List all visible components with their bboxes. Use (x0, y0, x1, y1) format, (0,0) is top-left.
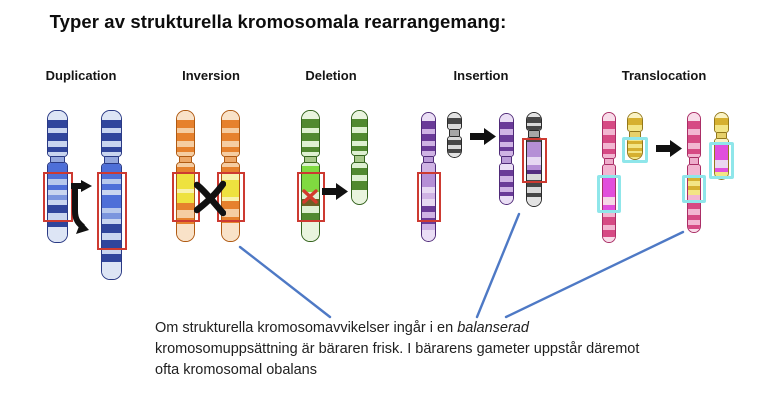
chromosome-band (222, 223, 239, 241)
chromosome-band (302, 119, 319, 128)
chromosome-band (603, 237, 615, 242)
pointer-line-1 (240, 247, 330, 317)
caption-italic-term: balanserad (457, 320, 529, 336)
chromosome-band (500, 196, 513, 204)
caption-line1: Om strukturella kromosomavvikelser ingår i en (155, 320, 458, 336)
page-title: Typer av strukturella kromosomala rearrangemang: (49, 11, 507, 32)
pointer-line-2 (477, 214, 519, 317)
chromosome-band (500, 114, 513, 122)
highlight-box-cyan (709, 142, 734, 179)
p-arm (47, 110, 68, 157)
q-arm (499, 163, 514, 205)
chromosome-insertion-recipient-before (447, 112, 462, 158)
chromosome-band (603, 154, 615, 158)
p-arm (421, 112, 436, 157)
section-label-insertion: Insertion (453, 68, 509, 83)
q-arm (351, 162, 368, 205)
chromosome-band (222, 133, 239, 141)
section-label-deletion: Deletion (305, 68, 357, 83)
chromosome-band (500, 151, 513, 156)
chromosome-band (102, 133, 121, 141)
chromosome-band (352, 111, 367, 119)
chromosome-band (302, 152, 319, 156)
chromosome-band (48, 152, 67, 156)
highlight-box-cyan (622, 137, 648, 163)
chromosome-band (603, 230, 615, 237)
chromosome-deletion-result (351, 110, 368, 205)
chromosome-band (448, 153, 461, 157)
duplication-move-arrow-icon (67, 179, 95, 235)
chromosome-band (352, 168, 367, 176)
p-arm (602, 112, 616, 159)
chromosome-band (715, 125, 728, 132)
deletion-x-mark-icon (302, 189, 318, 204)
chromosome-band (102, 262, 121, 279)
chromosome-band (177, 120, 194, 128)
p-arm (714, 112, 729, 133)
chromosome-band (102, 152, 121, 156)
chromosome-band (448, 124, 461, 129)
chromosome-band (302, 221, 319, 241)
chromosome-band (688, 113, 700, 121)
deletion-right-arrow-icon (321, 182, 349, 201)
insertion-right-arrow-icon (469, 127, 497, 146)
chromosome-band (628, 118, 642, 125)
chromosome-band (352, 133, 367, 141)
p-arm (351, 110, 368, 156)
chromosome-band (222, 152, 239, 156)
chromosome-band (603, 113, 615, 121)
section-label-inversion: Inversion (182, 68, 240, 83)
highlight-box-cyan (682, 175, 706, 203)
p-arm (301, 110, 320, 157)
p-arm (499, 113, 514, 157)
chromosome-band (302, 133, 319, 141)
inversion-cross-arrows-icon (194, 180, 226, 217)
p-arm (447, 112, 462, 130)
chromosome-band (102, 111, 121, 120)
highlight-box-red (97, 172, 127, 250)
chromosome-band (688, 135, 700, 143)
p-arm (526, 112, 542, 131)
chromosome-band (48, 120, 67, 128)
chromosome-band (352, 181, 367, 190)
section-label-duplication: Duplication (45, 68, 117, 83)
q-arm (447, 136, 462, 158)
chromosome-band (422, 134, 435, 141)
centromere (354, 156, 366, 162)
chromosome-band (222, 120, 239, 128)
chromosome-band (603, 121, 615, 130)
centromere (104, 157, 118, 163)
chromosome-band (102, 120, 121, 128)
chromosome-band (500, 122, 513, 130)
chromosome-band (500, 170, 513, 177)
chromosome-band (500, 135, 513, 142)
chromosome-band (48, 111, 67, 120)
chromosome-band (352, 151, 367, 155)
chromosome-insertion-donor-after (499, 113, 514, 205)
p-arm (176, 110, 195, 157)
highlight-box-red (522, 138, 547, 183)
caption (155, 318, 647, 381)
chromosome-band (603, 217, 615, 225)
caption-line3: ofta kromosomal obalans (155, 362, 317, 378)
chromosome-band (688, 229, 700, 232)
chromosome-band (603, 135, 615, 143)
chromosome-band (352, 119, 367, 128)
p-arm (627, 112, 643, 132)
p-arm (101, 110, 122, 157)
chromosome-band (688, 121, 700, 130)
section-label-translocation: Translocation (621, 68, 707, 83)
highlight-box-red (417, 172, 441, 222)
chromosome-translocation-a-after (687, 112, 701, 233)
chromosome-band (177, 224, 194, 241)
p-arm (687, 112, 701, 158)
chromosome-band (177, 133, 194, 141)
chromosome-band (628, 125, 642, 131)
chromosome-band (715, 118, 728, 126)
chromosome-band (302, 111, 319, 119)
chromosome-band (48, 227, 67, 242)
pointer-line-3 (506, 232, 683, 317)
chromosome-band (422, 151, 435, 156)
centromere (501, 157, 512, 163)
chromosome-band (422, 230, 435, 241)
chromosome-band (352, 190, 367, 204)
chromosome-band (688, 154, 700, 158)
chromosome-band (177, 111, 194, 120)
chromosome-band (527, 197, 541, 206)
highlight-box-cyan (597, 175, 621, 213)
caption-line2: kromosomuppsättning är bäraren frisk. I bärarens gameter uppstår däremot (155, 341, 640, 357)
chromosome-band (222, 111, 239, 120)
chromosome-band (48, 133, 67, 141)
translocation-right-arrow-icon (655, 139, 683, 158)
chromosome-band (422, 121, 435, 129)
chromosome-band (102, 254, 121, 262)
chromosome-band (527, 126, 541, 130)
p-arm (221, 110, 240, 157)
chromosome-band (177, 152, 194, 156)
chromosome-band (422, 113, 435, 121)
